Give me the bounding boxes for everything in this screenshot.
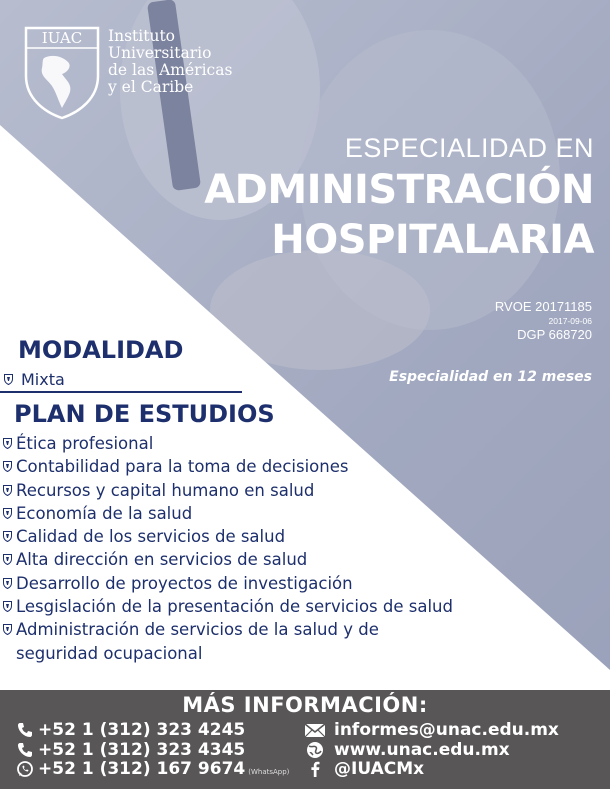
email-contact[interactable] — [304, 720, 559, 740]
modalidad-heading: MODALIDAD — [18, 336, 184, 364]
list-item-label — [16, 618, 379, 665]
institute-name-line: Universitario — [108, 44, 212, 62]
list-item-label: Ética profesional — [16, 434, 154, 453]
shield-bullet-icon — [3, 531, 12, 542]
footer-heading: MÁS INFORMACIÓN: — [182, 693, 428, 717]
list-item — [3, 479, 453, 502]
phone-icon — [16, 741, 34, 759]
title-line-1: ESPECIALIDAD EN — [344, 133, 594, 163]
phone-2-text: +52 1 (312) 323 4345 — [38, 740, 246, 760]
rvoe-number: RVOE 20171185 — [494, 299, 592, 314]
list-item — [3, 548, 453, 571]
facebook-text: @IUACMx — [334, 759, 425, 779]
envelope-icon — [304, 721, 326, 739]
plan-heading: PLAN DE ESTUDIOS — [14, 400, 275, 428]
facebook-contact[interactable] — [304, 759, 424, 779]
iuac-shield-logo — [22, 24, 102, 120]
whatsapp-icon — [16, 760, 34, 778]
list-item — [3, 525, 453, 548]
website-text: www.unac.edu.mx — [334, 740, 510, 760]
phone-1-text: +52 1 (312) 323 4245 — [38, 720, 246, 740]
institute-name-line: de las Américas — [108, 61, 233, 79]
list-item-label: Alta dirección en servicios de salud — [16, 550, 308, 570]
list-item — [3, 432, 453, 455]
shield-bullet-icon — [3, 485, 12, 496]
email-text: informes@unac.edu.mx — [334, 720, 559, 740]
title-line-3: HOSPITALARIA — [271, 217, 594, 263]
shield-bullet-icon — [3, 578, 12, 589]
whatsapp-note: (WhatsApp) — [248, 768, 290, 776]
list-item-label: Desarrollo de proyectos de investigación — [16, 573, 353, 593]
list-item-label: Recursos y capital humano en salud — [16, 480, 315, 500]
shield-bullet-icon — [3, 508, 12, 519]
phone-3[interactable] — [16, 759, 289, 779]
list-item — [3, 572, 453, 595]
website-contact[interactable] — [304, 740, 510, 760]
list-item-label: Economía de la salud — [16, 503, 193, 523]
duration-label: Especialidad en 12 meses — [389, 369, 592, 385]
phone-icon — [16, 721, 34, 739]
shield-bullet-icon — [3, 624, 12, 635]
list-item-label: Lesgislación de la presentación de servicios de salud — [16, 597, 453, 617]
list-item-label: Calidad de los servicios de salud — [16, 527, 286, 547]
institute-name-line: Instituto — [108, 27, 176, 45]
list-item-line: seguridad ocupacional — [16, 643, 203, 663]
rvoe-date: 2017-09-06 — [548, 316, 592, 326]
list-item — [3, 618, 453, 665]
list-item-line: Administración de servicios de la salud y de — [16, 620, 379, 640]
shield-bullet-icon — [3, 438, 12, 449]
modalidad-value: Mixta — [21, 370, 65, 389]
phone-1[interactable] — [16, 720, 245, 740]
shield-bullet-icon — [3, 461, 12, 472]
phone-2[interactable] — [16, 740, 245, 760]
list-item — [3, 502, 453, 525]
shield-bullet-icon — [3, 554, 12, 565]
footer — [0, 690, 610, 789]
list-item — [3, 595, 453, 618]
plan-list — [3, 432, 453, 665]
list-item-label: Contabilidad para la toma de decisiones — [16, 457, 349, 477]
logo-abbrev: IUAC — [41, 29, 83, 47]
institute-name-line: y el Caribe — [108, 78, 194, 96]
globe-icon — [304, 741, 326, 759]
institute-name — [108, 28, 232, 96]
title-line-2: ADMINISTRACIÓN — [204, 167, 594, 213]
divider — [0, 391, 242, 393]
shield-bullet-icon — [4, 374, 13, 385]
dgp-number: DGP 668720 — [517, 327, 592, 342]
phone-3-text: +52 1 (312) 167 9674 — [38, 759, 246, 779]
facebook-icon — [304, 760, 326, 778]
list-item — [3, 455, 453, 478]
modalidad-value-row — [4, 370, 65, 389]
shield-bullet-icon — [3, 601, 12, 612]
